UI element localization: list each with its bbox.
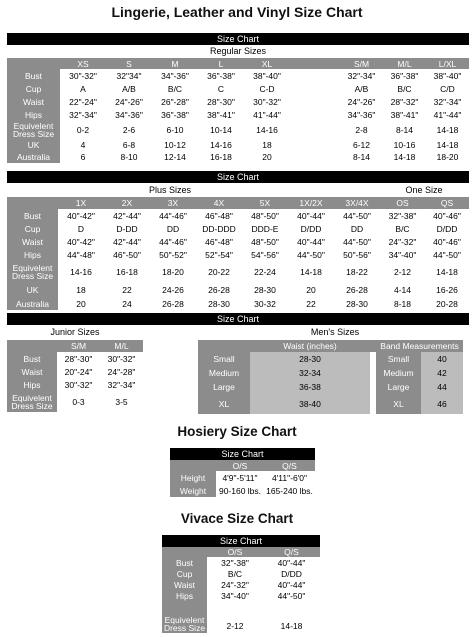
cell: 26-28: [208, 284, 230, 295]
cell: 36"-38": [390, 70, 419, 81]
column-gap: [290, 108, 340, 121]
row-label: Large: [376, 380, 421, 394]
cell: 14-16: [210, 140, 232, 150]
cell: DD: [350, 223, 364, 234]
cell: 10-16: [393, 140, 416, 150]
vivace-table: [162, 547, 320, 633]
cell: 24"-26": [347, 96, 376, 107]
cell: 44"-50": [343, 236, 371, 247]
row-label: Large: [198, 380, 250, 394]
cell: 32"-34": [107, 379, 136, 390]
row-label: Bust: [7, 69, 60, 82]
row-label: Cup: [162, 568, 207, 579]
cell: 24-26: [162, 284, 184, 295]
cell: C-D: [259, 83, 275, 94]
cell: D/DD: [281, 568, 302, 579]
cell: 44"-50": [277, 590, 306, 601]
cell: 28-30: [346, 298, 368, 309]
cell: 14-18: [436, 140, 459, 150]
cell: 16-18: [116, 266, 138, 277]
cell: 24"-28": [107, 366, 136, 377]
cell: 18-22: [346, 266, 368, 277]
cell: 8-10: [120, 152, 138, 162]
table-row: [162, 579, 320, 590]
cell: 34"-40": [221, 590, 249, 601]
column-gap: [290, 58, 340, 69]
col-3x4x: 3X/4X: [334, 197, 380, 209]
row-label: Waist: [7, 95, 60, 108]
col-s: S: [106, 58, 152, 69]
table-row: [7, 82, 469, 95]
cell: 18: [76, 284, 86, 295]
cell: 0-3: [72, 396, 85, 407]
one-size-heading: One Size: [405, 185, 443, 195]
col-qs: QS: [425, 197, 469, 209]
cell: 2-12: [393, 266, 411, 277]
cell: 44"-50": [433, 249, 461, 260]
col-qs: Q/S: [264, 460, 315, 471]
size-chart-bar-regular: Size Chart: [7, 33, 469, 45]
cell: 8-18: [393, 298, 411, 309]
regular-header-row: [7, 58, 469, 69]
cell: 14-18: [436, 125, 459, 135]
cell: 46"-48": [205, 210, 233, 221]
hosiery-table: [170, 460, 315, 497]
cell: 44"-50": [297, 249, 325, 260]
column-gap: [290, 121, 340, 139]
junior-sizes-table: [7, 340, 143, 412]
column-gap: [290, 139, 340, 151]
table-row: [7, 209, 469, 222]
row-label: Cup: [7, 222, 58, 235]
cell: 4'9"-5'11": [222, 472, 258, 483]
cell: 18: [262, 140, 272, 150]
cell: 34"-36": [161, 70, 189, 81]
table-row: [7, 95, 469, 108]
table-row: [198, 352, 463, 366]
column-gap: [290, 151, 340, 163]
cell: B/C: [227, 568, 243, 579]
cell: 22"-24": [69, 96, 97, 107]
regular-sizes-heading: Regular Sizes: [209, 46, 267, 56]
cell: 4'11"-6'0": [271, 472, 308, 483]
cell: 24"-26": [115, 96, 143, 107]
cell: 42: [421, 366, 463, 380]
table-row: [7, 222, 469, 235]
header-blank: [198, 340, 250, 352]
cell: 50"-52": [159, 249, 187, 260]
table-row: [198, 380, 463, 394]
table-row: [170, 471, 315, 484]
cell: 38"-40": [433, 70, 462, 81]
table-row: [7, 121, 469, 139]
table-row: [7, 297, 469, 310]
mens-sizes-heading: Men's Sizes: [310, 327, 360, 337]
cell: 28"-30": [64, 353, 93, 364]
cell: 28-30: [254, 284, 276, 295]
cell: 8-14: [352, 152, 370, 162]
cell: 30"-32": [64, 379, 93, 390]
row-label: Medium: [376, 366, 421, 380]
cell: 4-14: [393, 284, 411, 295]
table-row: [162, 601, 320, 633]
cell: 36"-38": [207, 70, 235, 81]
cell: 42"-44": [113, 236, 141, 247]
cell: B/C: [395, 223, 410, 234]
cell: 26-28: [346, 284, 368, 295]
row-label: Hips: [7, 108, 60, 121]
cell: 28"-32": [390, 96, 419, 107]
cell: 40"-42": [67, 236, 95, 247]
row-label: Medium: [198, 366, 250, 380]
table-row: [162, 557, 320, 568]
cell: 18-20: [162, 266, 184, 277]
col-m: M: [152, 58, 198, 69]
hosiery-title: Hosiery Size Chart: [177, 424, 297, 439]
cell: 10-12: [164, 140, 186, 150]
col-sm: S/M: [57, 340, 100, 352]
cell: 44"-50": [343, 210, 371, 221]
cell: 34"-36": [115, 109, 143, 120]
cell: 6-12: [352, 140, 370, 150]
cell: 40"-44": [277, 579, 306, 590]
table-row: [198, 394, 463, 414]
row-label: Waist: [7, 235, 58, 248]
row-label: Equivelent Dress Size: [162, 601, 207, 633]
cell: 30"-32": [69, 70, 97, 81]
cell: 40"-44": [297, 210, 325, 221]
cell: 16-26: [436, 284, 458, 295]
cell: DD-DDD: [202, 223, 236, 234]
cell: 40"-44": [297, 236, 325, 247]
col-xl: XL: [244, 58, 290, 69]
cell: 40"-46": [433, 236, 461, 247]
cell: 14-18: [300, 266, 322, 277]
table-row: [7, 69, 469, 82]
cell: 22-24: [254, 266, 276, 277]
row-label: Equivelent Dress Size: [7, 261, 58, 282]
cell: 46"-48": [205, 236, 233, 247]
cell: 28-30: [250, 352, 370, 366]
cell: A/B: [122, 83, 136, 94]
cell: 28-30: [208, 298, 230, 309]
table-row: [7, 391, 143, 412]
row-label: UK: [7, 139, 60, 151]
col-sm: S/M: [340, 58, 383, 69]
plus-sizes-table: [7, 197, 469, 310]
row-label: Hips: [7, 248, 58, 261]
cell: 46"-50": [113, 249, 141, 260]
cell: 36-38: [250, 380, 370, 394]
cell: 24"-32": [388, 236, 417, 247]
cell: D: [77, 223, 85, 234]
cell: D-DD: [116, 223, 138, 234]
table-row: [7, 261, 469, 282]
cell: 40: [421, 352, 463, 366]
cell: DDD-E: [251, 223, 279, 234]
page-title: Lingerie, Leather and Vinyl Size Chart: [111, 4, 363, 20]
cell: C/D: [440, 83, 455, 94]
cell: 6-10: [166, 125, 184, 135]
row-label: UK: [7, 282, 58, 297]
cell: 20-22: [208, 266, 230, 277]
row-label: Waist: [7, 365, 57, 378]
cell: 52"-54": [205, 249, 233, 260]
plus-sizes-heading: Plus Sizes: [148, 185, 192, 195]
col-4x: 4X: [196, 197, 242, 209]
cell: 46: [421, 394, 463, 414]
cell: 48"-50": [251, 210, 279, 221]
row-label: XL: [198, 394, 250, 414]
cell: 48"-50": [251, 236, 279, 247]
junior-sizes-heading: Junior Sizes: [50, 327, 100, 337]
header-blank: [7, 58, 60, 69]
cell: 14-16: [70, 266, 92, 277]
cell: 6: [80, 152, 86, 162]
cell: 14-16: [256, 125, 278, 135]
col-2x: 2X: [104, 197, 150, 209]
cell: D/DD: [436, 223, 458, 234]
table-row: [162, 568, 320, 579]
cell: 0-2: [76, 125, 90, 135]
cell: 2-6: [122, 125, 136, 135]
size-chart-bar-junior-mens: Size Chart: [7, 313, 469, 325]
cell: 24"-32": [221, 579, 249, 590]
table-row: [7, 365, 143, 378]
row-label: Height: [170, 471, 216, 484]
table-row: [7, 352, 143, 365]
row-label: Australia: [7, 151, 60, 163]
size-chart-bar-vivace: Size Chart: [162, 535, 320, 547]
col-qs: Q/S: [263, 547, 320, 557]
cell: B/C: [167, 83, 183, 94]
table-row: [7, 108, 469, 121]
row-label: Bust: [7, 209, 58, 222]
cell: 3-5: [115, 396, 128, 407]
cell: 16-18: [210, 152, 232, 162]
col-5x: 5X: [242, 197, 288, 209]
col-l: L: [198, 58, 244, 69]
cell: 40"-46": [433, 210, 461, 221]
cell: 90-160 lbs.: [218, 485, 262, 496]
cell: 20-28: [436, 298, 458, 309]
row-label: Australia: [7, 297, 58, 310]
table-row: [170, 484, 315, 497]
row-label: Cup: [7, 82, 60, 95]
cell: 14-18: [393, 152, 416, 162]
column-gap: [290, 95, 340, 108]
cell: D/DD: [300, 223, 322, 234]
col-lxl: L/XL: [426, 58, 469, 69]
cell: 54"-56": [251, 249, 279, 260]
cell: 32-34: [250, 366, 370, 380]
cell: 50"-56": [343, 249, 371, 260]
cell: 20"-24": [64, 366, 93, 377]
cell: 30"-32": [107, 353, 136, 364]
cell: 26"-28": [161, 96, 189, 107]
cell: 32"-34": [69, 109, 97, 120]
table-row: [7, 235, 469, 248]
cell: 10-14: [210, 125, 232, 135]
table-row: [7, 248, 469, 261]
col-1x2x: 1X/2X: [288, 197, 334, 209]
band-measurements-header: Band Measurements: [376, 340, 463, 352]
cell: 8-14: [395, 125, 413, 135]
cell: 14-18: [436, 266, 458, 277]
col-ml: M/L: [383, 58, 426, 69]
row-label: Small: [198, 352, 250, 366]
cell: 4: [80, 140, 86, 150]
cell: 2-12: [226, 621, 244, 631]
table-row: [7, 282, 469, 297]
cell: 20: [262, 152, 272, 162]
header-blank: [7, 197, 58, 209]
plus-header-row: [7, 197, 469, 209]
cell: 40"-42": [67, 210, 95, 221]
cell: 32"34": [116, 70, 142, 81]
table-row: [7, 139, 469, 151]
cell: 14-18: [280, 621, 303, 631]
mens-header-row: [198, 340, 463, 352]
cell: 44: [421, 380, 463, 394]
cell: DD: [166, 223, 180, 234]
size-chart-bar-plus: Size Chart: [7, 171, 469, 183]
table-row: [198, 366, 463, 380]
cell: 38"-41": [390, 109, 419, 120]
row-label: XL: [376, 394, 421, 414]
header-blank: [7, 340, 57, 352]
cell: 18-20: [436, 152, 459, 162]
cell: A: [80, 83, 86, 94]
col-1x: 1X: [58, 197, 104, 209]
cell: 42"-44": [113, 210, 141, 221]
cell: 24: [122, 298, 132, 309]
vivace-title: Vivace Size Chart: [180, 511, 294, 526]
col-3x: 3X: [150, 197, 196, 209]
cell: 34"-36": [347, 109, 376, 120]
row-label: Weight: [170, 484, 216, 497]
cell: 44"-46": [159, 210, 187, 221]
cell: 32"-38": [388, 210, 417, 221]
cell: 40"-44": [277, 557, 306, 568]
row-label: Hips: [7, 378, 57, 391]
vivace-header-row: [162, 547, 320, 557]
cell: 20: [306, 284, 316, 295]
table-row: [162, 590, 320, 601]
cell: 32"-34": [347, 70, 376, 81]
cell: 44"-48": [67, 249, 95, 260]
cell: 36"-38": [161, 109, 189, 120]
cell: 20: [76, 298, 86, 309]
table-row: [7, 378, 143, 391]
size-chart-bar-hosiery: Size Chart: [170, 448, 315, 460]
cell: 6-8: [122, 140, 136, 150]
cell: 22: [122, 284, 132, 295]
cell: C: [217, 83, 225, 94]
cell: A/B: [354, 83, 369, 94]
cell: 38"-41": [207, 109, 235, 120]
row-label: Waist: [162, 579, 207, 590]
row-label: Equivelent Dress Size: [7, 391, 57, 412]
cell: 26-28: [162, 298, 184, 309]
cell: 22: [306, 298, 316, 309]
cell: B/C: [397, 83, 412, 94]
col-os: OS: [380, 197, 425, 209]
col-xs: XS: [60, 58, 106, 69]
row-label: Small: [376, 352, 421, 366]
cell: 2-8: [355, 125, 368, 135]
junior-header-row: [7, 340, 143, 352]
cell: 38-40: [250, 394, 370, 414]
column-gap: [290, 82, 340, 95]
cell: 32"-38": [221, 557, 249, 568]
header-blank: [162, 547, 207, 557]
header-blank: [170, 460, 216, 471]
regular-sizes-table: [7, 58, 469, 163]
waist-inches-header: Waist (inches): [250, 340, 370, 352]
row-label: Equivelent Dress Size: [7, 121, 60, 139]
table-row: [7, 151, 469, 163]
cell: 41"-44": [253, 109, 281, 120]
row-label: Bust: [162, 557, 207, 568]
mens-sizes-table: [198, 340, 463, 414]
cell: 32"-34": [433, 96, 462, 107]
col-os: O/S: [207, 547, 263, 557]
cell: 34"-40": [388, 249, 417, 260]
column-gap: [290, 69, 340, 82]
hosiery-header-row: [170, 460, 315, 471]
cell: 30-32: [254, 298, 276, 309]
cell: 165-240 lbs.: [266, 485, 313, 496]
cell: 41"-44": [433, 109, 462, 120]
col-ml: M/L: [100, 340, 143, 352]
row-label: Bust: [7, 352, 57, 365]
cell: 12-14: [164, 152, 186, 162]
cell: 28"-30": [207, 96, 235, 107]
row-label: Hips: [162, 590, 207, 601]
cell: 38"-40": [253, 70, 281, 81]
cell: 30"-32": [253, 96, 281, 107]
cell: 44"-46": [159, 236, 187, 247]
col-os: O/S: [216, 460, 264, 471]
